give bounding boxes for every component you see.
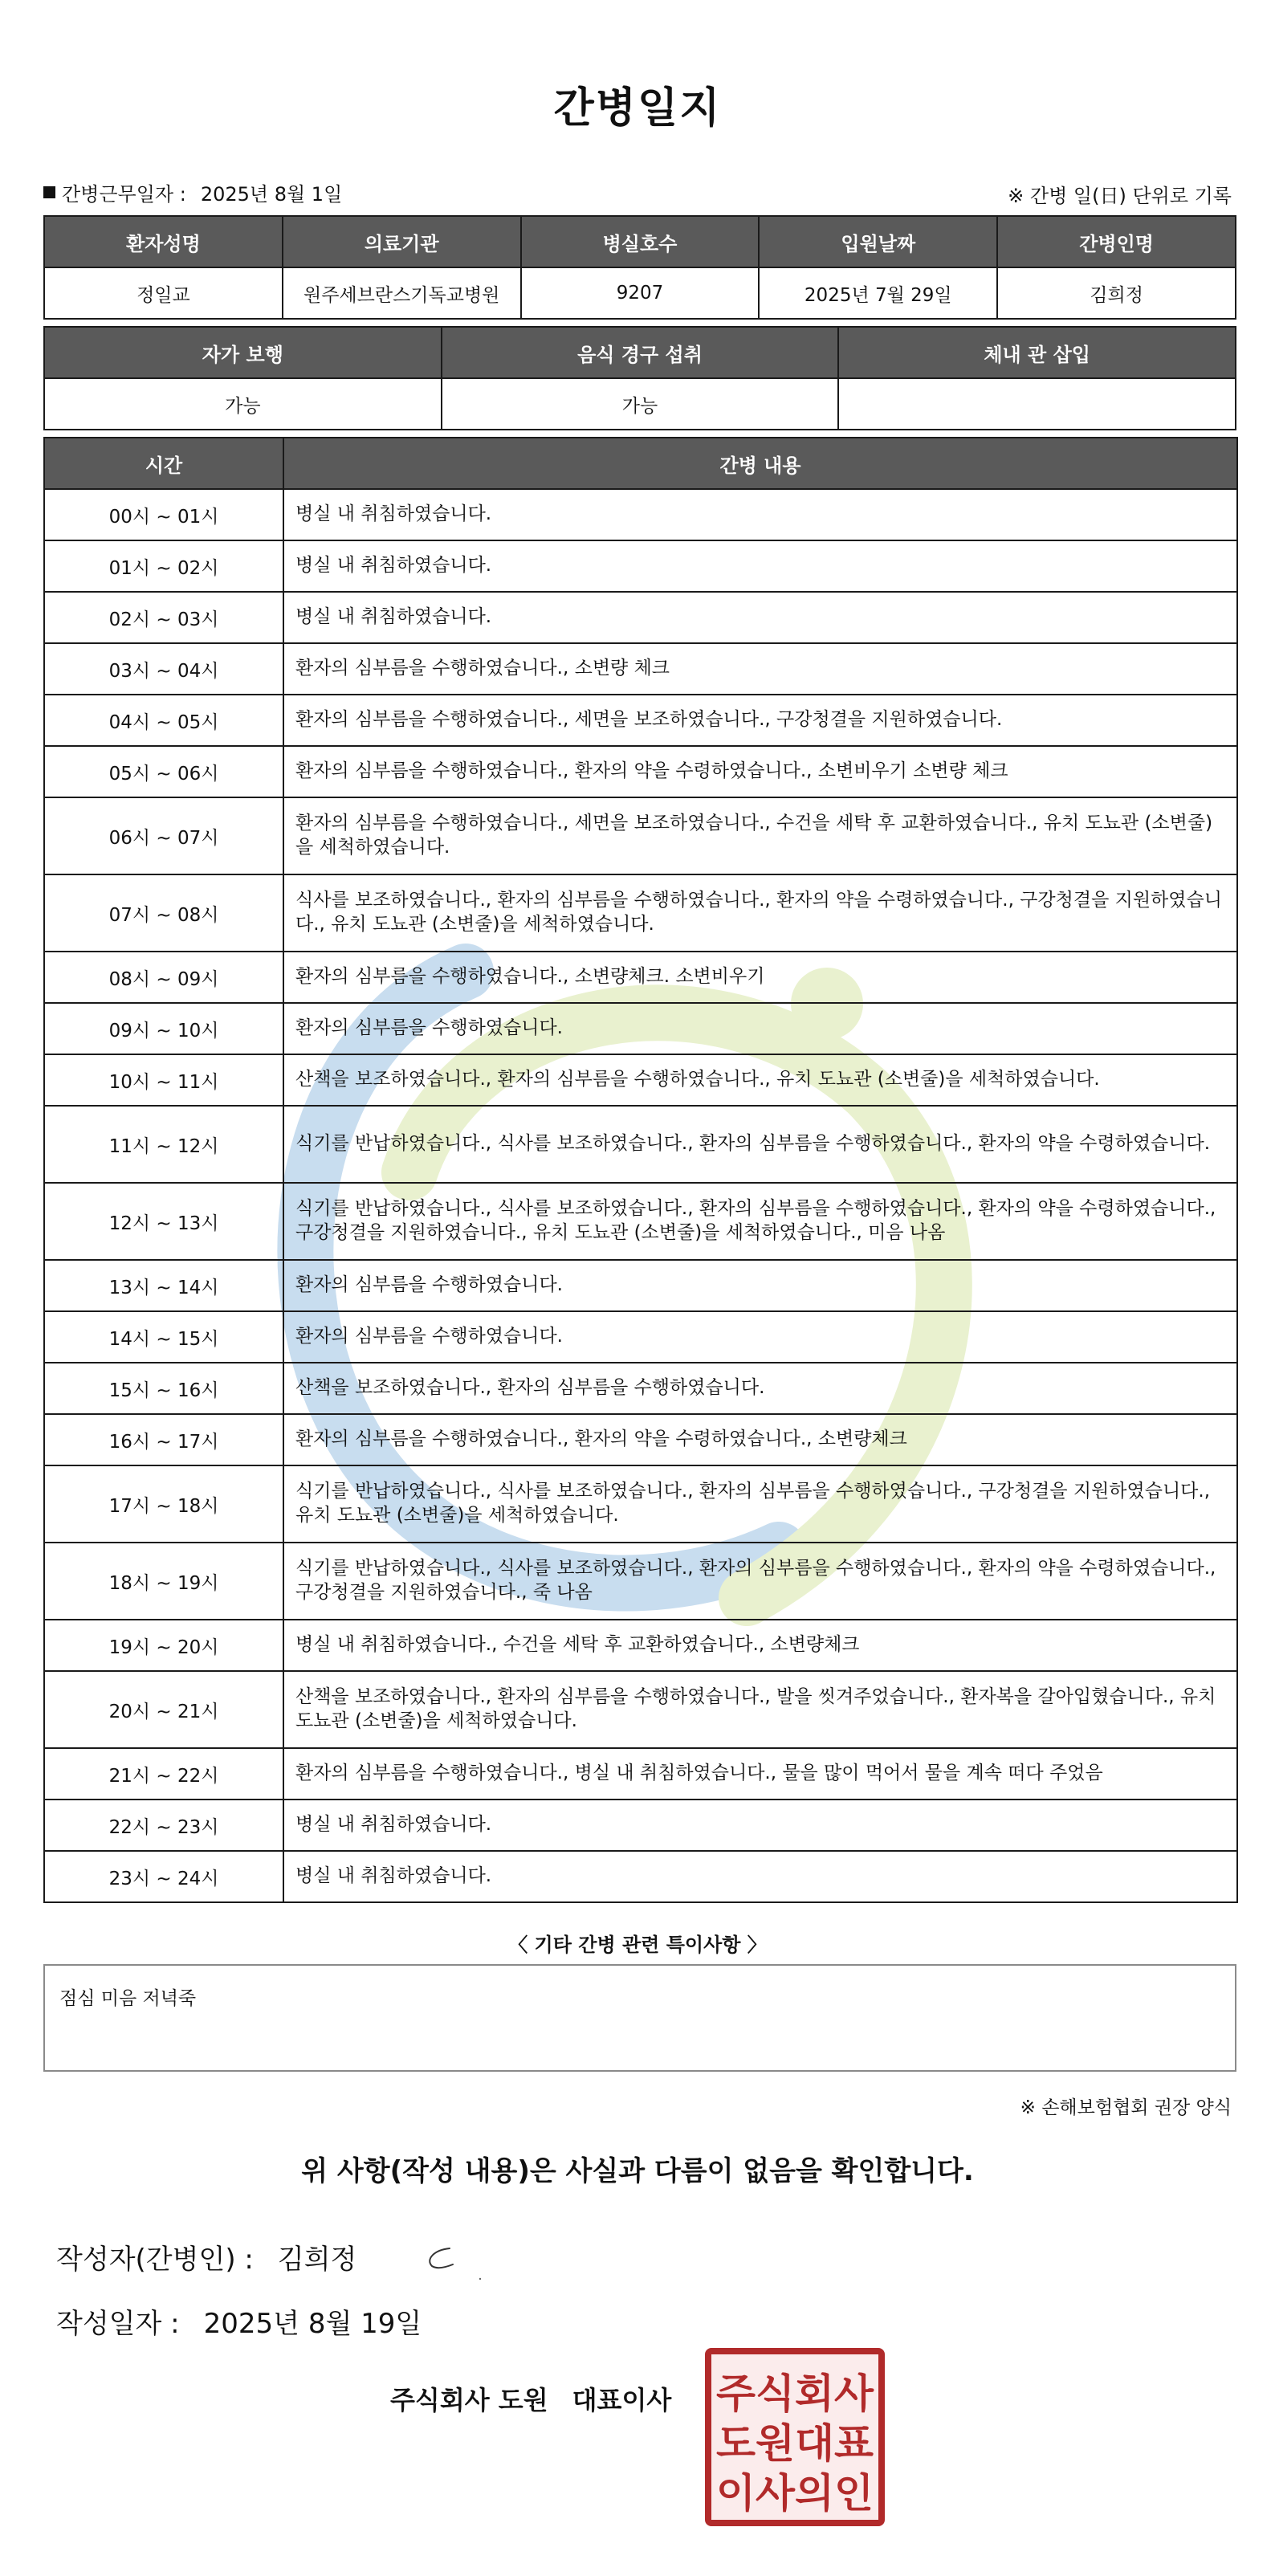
log-time: 10시 ~ 11시 xyxy=(44,1054,283,1106)
table-row xyxy=(44,592,1237,643)
company-name: 주식회사 도원 xyxy=(390,2385,548,2415)
log-time: 22시 ~ 23시 xyxy=(44,1800,283,1851)
header-admission-date: 입원날짜 xyxy=(759,216,997,267)
patient-info-table xyxy=(43,215,1236,320)
table-row xyxy=(44,695,1237,746)
table-row xyxy=(44,1260,1237,1311)
table-row xyxy=(44,1106,1237,1183)
admission-date: 2025년 7월 29일 xyxy=(759,267,997,319)
log-time: 18시 ~ 19시 xyxy=(44,1543,283,1620)
table-row xyxy=(44,540,1237,592)
company-line xyxy=(390,2380,671,2417)
log-time: 12시 ~ 13시 xyxy=(44,1183,283,1260)
log-note: 환자의 심부름을 수행하였습니다. xyxy=(283,1311,1237,1363)
work-date-value: 2025년 8월 1일 xyxy=(200,183,343,206)
table-header-row xyxy=(44,216,1236,267)
table-row xyxy=(44,1851,1237,1902)
log-time: 07시 ~ 08시 xyxy=(44,874,283,952)
table-row xyxy=(44,378,1236,430)
caregiver-name: 김희정 xyxy=(997,267,1236,319)
log-note: 병실 내 취침하였습니다. xyxy=(283,1851,1237,1902)
header-caregiver-name: 간병인명 xyxy=(997,216,1236,267)
table-row xyxy=(44,1054,1237,1106)
table-row xyxy=(44,1414,1237,1465)
log-note: 환자의 심부름을 수행하였습니다., 환자의 약을 수령하였습니다., 소변량체크 xyxy=(283,1414,1237,1465)
self-walking-value: 가능 xyxy=(44,378,442,430)
confirm-statement: 위 사항(작성 내용)은 사실과 다름이 없음을 확인합니다. xyxy=(301,2155,974,2187)
written-date-value: 2025년 8월 19일 xyxy=(203,2308,422,2340)
writer-line xyxy=(56,2237,356,2276)
log-time: 04시 ~ 05시 xyxy=(44,695,283,746)
log-time: 19시 ~ 20시 xyxy=(44,1620,283,1671)
header-oral-intake: 음식 경구 섭취 xyxy=(442,327,839,378)
log-note: 산책을 보조하였습니다., 환자의 심부름을 수행하였습니다., 유치 도뇨관 (소변줄)을 세척하였습니다. xyxy=(283,1054,1237,1106)
table-row xyxy=(44,267,1236,319)
log-note: 산책을 보조하였습니다., 환자의 심부름을 수행하였습니다., 발을 씻겨주었습니다., 환자복을 갈아입혔습니다., 유치 도뇨관 (소변줄)을 세척하였습니다. xyxy=(283,1671,1237,1748)
log-time: 21시 ~ 22시 xyxy=(44,1748,283,1800)
table-row xyxy=(44,746,1237,797)
log-note: 환자의 심부름을 수행하였습니다., 세면을 보조하였습니다., 수건을 세탁 후 교환하였습니다., 유치 도뇨관 (소변줄)을 세척하였습니다. xyxy=(283,797,1237,874)
log-time: 08시 ~ 09시 xyxy=(44,952,283,1003)
table-header-row xyxy=(44,327,1236,378)
care-log-table xyxy=(43,437,1238,1903)
special-notes-content: 점심 미음 저녁죽 xyxy=(59,1988,197,2009)
recommend-note: ※ 손해보험협회 권장 양식 xyxy=(1020,2097,1232,2118)
log-time: 06시 ~ 07시 xyxy=(44,797,283,874)
log-time: 02시 ~ 03시 xyxy=(44,592,283,643)
seal-text-line: 이사의인 xyxy=(716,2470,874,2517)
log-time: 23시 ~ 24시 xyxy=(44,1851,283,1902)
unit-note: ※ 간병 일(日) 단위로 기록 xyxy=(1008,185,1232,207)
log-time: 05시 ~ 06시 xyxy=(44,746,283,797)
table-row xyxy=(44,952,1237,1003)
log-note: 병실 내 취침하였습니다. xyxy=(283,540,1237,592)
seal-text-line: 도원대표 xyxy=(716,2420,874,2467)
tube-insertion-value xyxy=(838,378,1236,430)
header-tube-insertion: 체내 관 삽입 xyxy=(838,327,1236,378)
log-time: 03시 ~ 04시 xyxy=(44,643,283,695)
table-row xyxy=(44,1363,1237,1414)
log-note: 환자의 심부름을 수행하였습니다. xyxy=(283,1003,1237,1054)
log-note: 환자의 심부름을 수행하였습니다., 세면을 보조하였습니다., 구강청결을 지원하였습니다. xyxy=(283,695,1237,746)
header-care-content: 간병 내용 xyxy=(283,438,1237,489)
table-row xyxy=(44,1465,1237,1543)
header-patient-name: 환자성명 xyxy=(44,216,283,267)
log-note: 식사를 보조하였습니다., 환자의 심부름을 수행하였습니다., 환자의 약을 수령하였습니다., 구강청결을 지원하였습니다., 유치 도뇨관 (소변줄)을 세척하였습니다. xyxy=(283,874,1237,952)
table-row xyxy=(44,1620,1237,1671)
log-note: 환자의 심부름을 수행하였습니다., 병실 내 취침하였습니다., 물을 많이 먹어서 물을 계속 떠다 주었음 xyxy=(283,1748,1237,1800)
log-note: 식기를 반납하였습니다., 식사를 보조하였습니다., 환자의 심부름을 수행하였습니다., 환자의 약을 수령하였습니다., 구강청결을 지원하였습니다., 유치 도뇨관 (소변줄)을 세척하였습니다., 미음 나옴 xyxy=(283,1183,1237,1260)
bullet-square-icon xyxy=(43,186,55,198)
table-header-row xyxy=(44,438,1237,489)
company-seal xyxy=(705,2348,885,2526)
room-number: 9207 xyxy=(521,267,760,319)
handwritten-signature xyxy=(418,2232,490,2289)
table-row xyxy=(44,1183,1237,1260)
special-notes-heading: 〈 기타 간병 관련 특이사항 〉 xyxy=(508,1934,767,1956)
log-note: 환자의 심부름을 수행하였습니다. xyxy=(283,1260,1237,1311)
written-date-label: 작성일자 : xyxy=(56,2308,180,2340)
work-date-label: 간병근무일자 : xyxy=(62,183,186,206)
log-note: 병실 내 취침하였습니다., 수건을 세탁 후 교환하였습니다., 소변량체크 xyxy=(283,1620,1237,1671)
log-time: 09시 ~ 10시 xyxy=(44,1003,283,1054)
log-note: 병실 내 취침하였습니다. xyxy=(283,489,1237,540)
table-row xyxy=(44,1543,1237,1620)
log-time: 00시 ~ 01시 xyxy=(44,489,283,540)
patient-status-table xyxy=(43,326,1236,430)
log-note: 식기를 반납하였습니다., 식사를 보조하였습니다., 환자의 심부름을 수행하였습니다., 환자의 약을 수령하였습니다. xyxy=(283,1106,1237,1183)
log-time: 01시 ~ 02시 xyxy=(44,540,283,592)
log-time: 20시 ~ 21시 xyxy=(44,1671,283,1748)
table-row xyxy=(44,1003,1237,1054)
log-note: 환자의 심부름을 수행하였습니다., 환자의 약을 수령하였습니다., 소변비우기 소변량 체크 xyxy=(283,746,1237,797)
special-notes-box xyxy=(43,1964,1236,2072)
writer-name: 김희정 xyxy=(277,2244,357,2276)
log-time: 14시 ~ 15시 xyxy=(44,1311,283,1363)
table-row xyxy=(44,874,1237,952)
log-note: 병실 내 취침하였습니다. xyxy=(283,592,1237,643)
table-row xyxy=(44,1671,1237,1748)
header-time: 시간 xyxy=(44,438,283,489)
patient-name: 정일교 xyxy=(44,267,283,319)
table-row xyxy=(44,1311,1237,1363)
company-title: 대표이사 xyxy=(572,2385,672,2415)
oral-intake-value: 가능 xyxy=(442,378,839,430)
log-note: 환자의 심부름을 수행하였습니다., 소변량 체크 xyxy=(283,643,1237,695)
table-row xyxy=(44,643,1237,695)
hospital-name: 원주세브란스기독교병원 xyxy=(283,267,521,319)
writer-label: 작성자(간병인) : xyxy=(56,2244,254,2276)
header-self-walking: 자가 보행 xyxy=(44,327,442,378)
care-log-body xyxy=(44,489,1237,1902)
log-note: 산책을 보조하였습니다., 환자의 심부름을 수행하였습니다. xyxy=(283,1363,1237,1414)
log-note: 환자의 심부름을 수행하였습니다., 소변량체크. 소변비우기 xyxy=(283,952,1237,1003)
log-time: 13시 ~ 14시 xyxy=(44,1260,283,1311)
work-date xyxy=(43,178,342,206)
log-time: 15시 ~ 16시 xyxy=(44,1363,283,1414)
written-date-line xyxy=(56,2301,422,2341)
seal-text-line: 주식회사 xyxy=(716,2370,874,2417)
table-row xyxy=(44,1800,1237,1851)
log-note: 식기를 반납하였습니다., 식사를 보조하였습니다., 환자의 심부름을 수행하였습니다., 구강청결을 지원하였습니다., 유치 도뇨관 (소변줄)을 세척하였습니다. xyxy=(283,1465,1237,1543)
log-time: 17시 ~ 18시 xyxy=(44,1465,283,1543)
table-row xyxy=(44,1748,1237,1800)
header-room: 병실호수 xyxy=(521,216,760,267)
log-time: 16시 ~ 17시 xyxy=(44,1414,283,1465)
header-hospital: 의료기관 xyxy=(283,216,521,267)
page-title: 간병일지 xyxy=(553,84,722,132)
table-row xyxy=(44,489,1237,540)
log-time: 11시 ~ 12시 xyxy=(44,1106,283,1183)
log-note: 병실 내 취침하였습니다. xyxy=(283,1800,1237,1851)
log-note: 식기를 반납하였습니다., 식사를 보조하였습니다., 환자의 심부름을 수행하였습니다., 환자의 약을 수령하였습니다., 구강청결을 지원하였습니다., 죽 나옴 xyxy=(283,1543,1237,1620)
table-row xyxy=(44,797,1237,874)
